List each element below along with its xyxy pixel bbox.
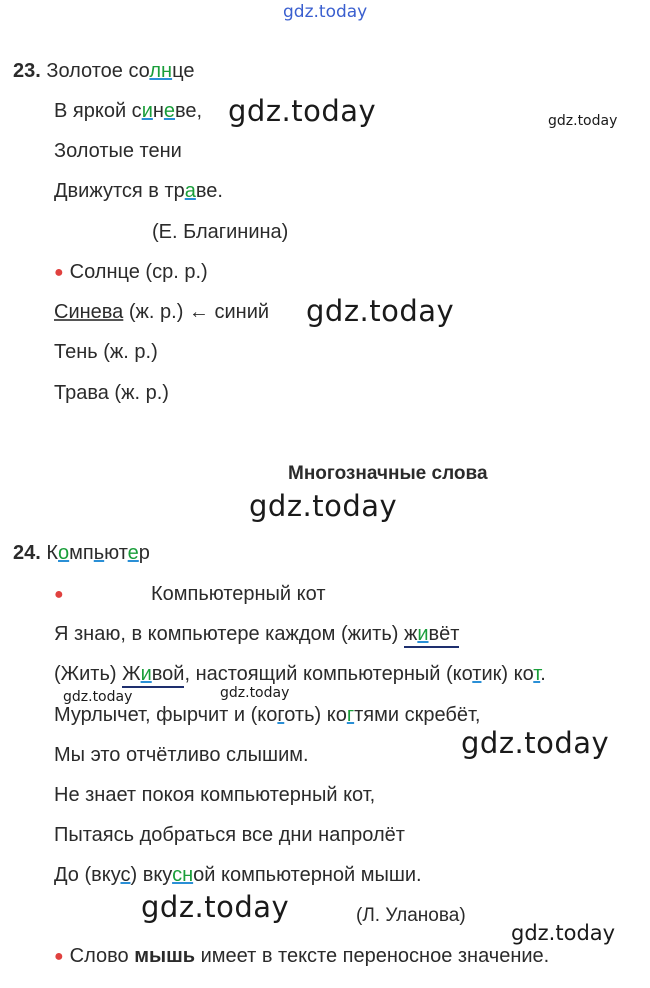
exercise-23-title [13, 59, 194, 83]
watermark: gdz.today [220, 685, 290, 701]
highlight-letter: и [141, 100, 153, 122]
highlight-letter: и [140, 663, 152, 685]
text-part: , настоящий компьютерный (ко [184, 663, 473, 685]
bullet-icon: ● [54, 948, 64, 965]
text-part: имеет в тексте переносное значение. [195, 945, 550, 967]
poem-line [54, 863, 422, 887]
text-part: оть) ко [284, 704, 347, 726]
highlight-letter: г [346, 704, 355, 726]
word-line [54, 300, 269, 324]
text-part: Слово [69, 945, 135, 967]
title-part: це [172, 60, 195, 82]
highlight-letter: и [417, 623, 429, 645]
exercise-24-title [13, 541, 150, 565]
word-line: Тень (ж. р.) [54, 341, 158, 363]
text-part: Солнце (ср. р.) [69, 261, 208, 283]
highlight-letters: сн [172, 864, 194, 886]
text-part: ве, [175, 100, 203, 122]
poem-author: (Л. Уланова) [356, 905, 466, 926]
highlight-letters: лн [149, 60, 173, 82]
highlight-letter: а [184, 180, 196, 202]
poem-line: Не знает покоя компьютерный кот, [54, 784, 376, 806]
text-part: Мурлычет, фырчит и (ко [54, 704, 278, 726]
exercise-number: 23. [13, 60, 41, 82]
text-part: Я знаю, в компьютере каждом (жить) [54, 623, 404, 645]
marked-letter: с [120, 864, 131, 886]
watermark: gdz.today [249, 489, 398, 523]
text-part: Ж [122, 663, 141, 685]
watermark: gdz.today [511, 921, 616, 945]
text-part: ве. [195, 180, 223, 202]
text-part: ик) ко [481, 663, 534, 685]
text-part: вой [151, 663, 185, 685]
bold-word: мышь [134, 945, 196, 967]
watermark: gdz.today [63, 689, 133, 705]
bullet-icon: ● [54, 264, 64, 281]
watermark: gdz.today [141, 890, 290, 924]
poem-line [54, 99, 202, 123]
text-part: До (вку [54, 864, 121, 886]
watermark: gdz.today [306, 294, 455, 328]
poem-line: Пытаясь добраться все дни напролёт [54, 824, 405, 846]
watermark: gdz.today [461, 726, 610, 760]
bullet-line [54, 582, 70, 608]
section-heading: Многозначные слова [288, 463, 488, 484]
poem-line [54, 622, 459, 646]
poem-line [54, 662, 546, 686]
highlight-letter: е [163, 100, 176, 122]
poem-line [54, 179, 223, 203]
text-part: н [152, 100, 164, 122]
text-part: (ж. р.) ← синий [123, 301, 270, 323]
text-part: р [138, 542, 150, 564]
text-part: тями скребёт, [354, 704, 481, 726]
text-part: вёт [428, 623, 460, 645]
text-part: ой компьютерной мыши. [193, 864, 422, 886]
poem-line: Мы это отчётливо слышим. [54, 744, 309, 766]
text-part: мп [69, 542, 94, 564]
bullet-icon: ● [54, 586, 64, 603]
word-line: Трава (ж. р.) [54, 382, 169, 404]
text-part: Движутся в тр [54, 180, 185, 202]
bullet-line [54, 260, 208, 286]
highlight-letter: о [58, 542, 70, 564]
marked-letter: ь [93, 542, 105, 564]
text-part: К [46, 542, 59, 564]
highlight-letter: е [127, 542, 139, 564]
text-part: ж [403, 623, 418, 645]
note-line [54, 944, 549, 970]
text-part: ) вку [130, 864, 173, 886]
text-part: . [540, 663, 546, 685]
title-part: Золотое со [46, 60, 150, 82]
watermark: gdz.today [283, 2, 368, 22]
watermark: gdz.today [548, 113, 618, 129]
poem-line [54, 703, 480, 727]
underlined-word: Синева [54, 301, 124, 323]
poem-line: Золотые тени [54, 140, 182, 162]
poem-author: (Е. Благинина) [152, 221, 289, 243]
highlight-letter: т [533, 663, 541, 685]
text-part: ют [104, 542, 128, 564]
marked-letter: г [277, 704, 285, 726]
exercise-number: 24. [13, 542, 41, 564]
marked-letter: т [472, 663, 482, 685]
text-part: В яркой с [54, 100, 142, 122]
watermark: gdz.today [228, 94, 377, 128]
text-part: (Жить) [54, 663, 123, 685]
poem-title: Компьютерный кот [151, 583, 326, 605]
